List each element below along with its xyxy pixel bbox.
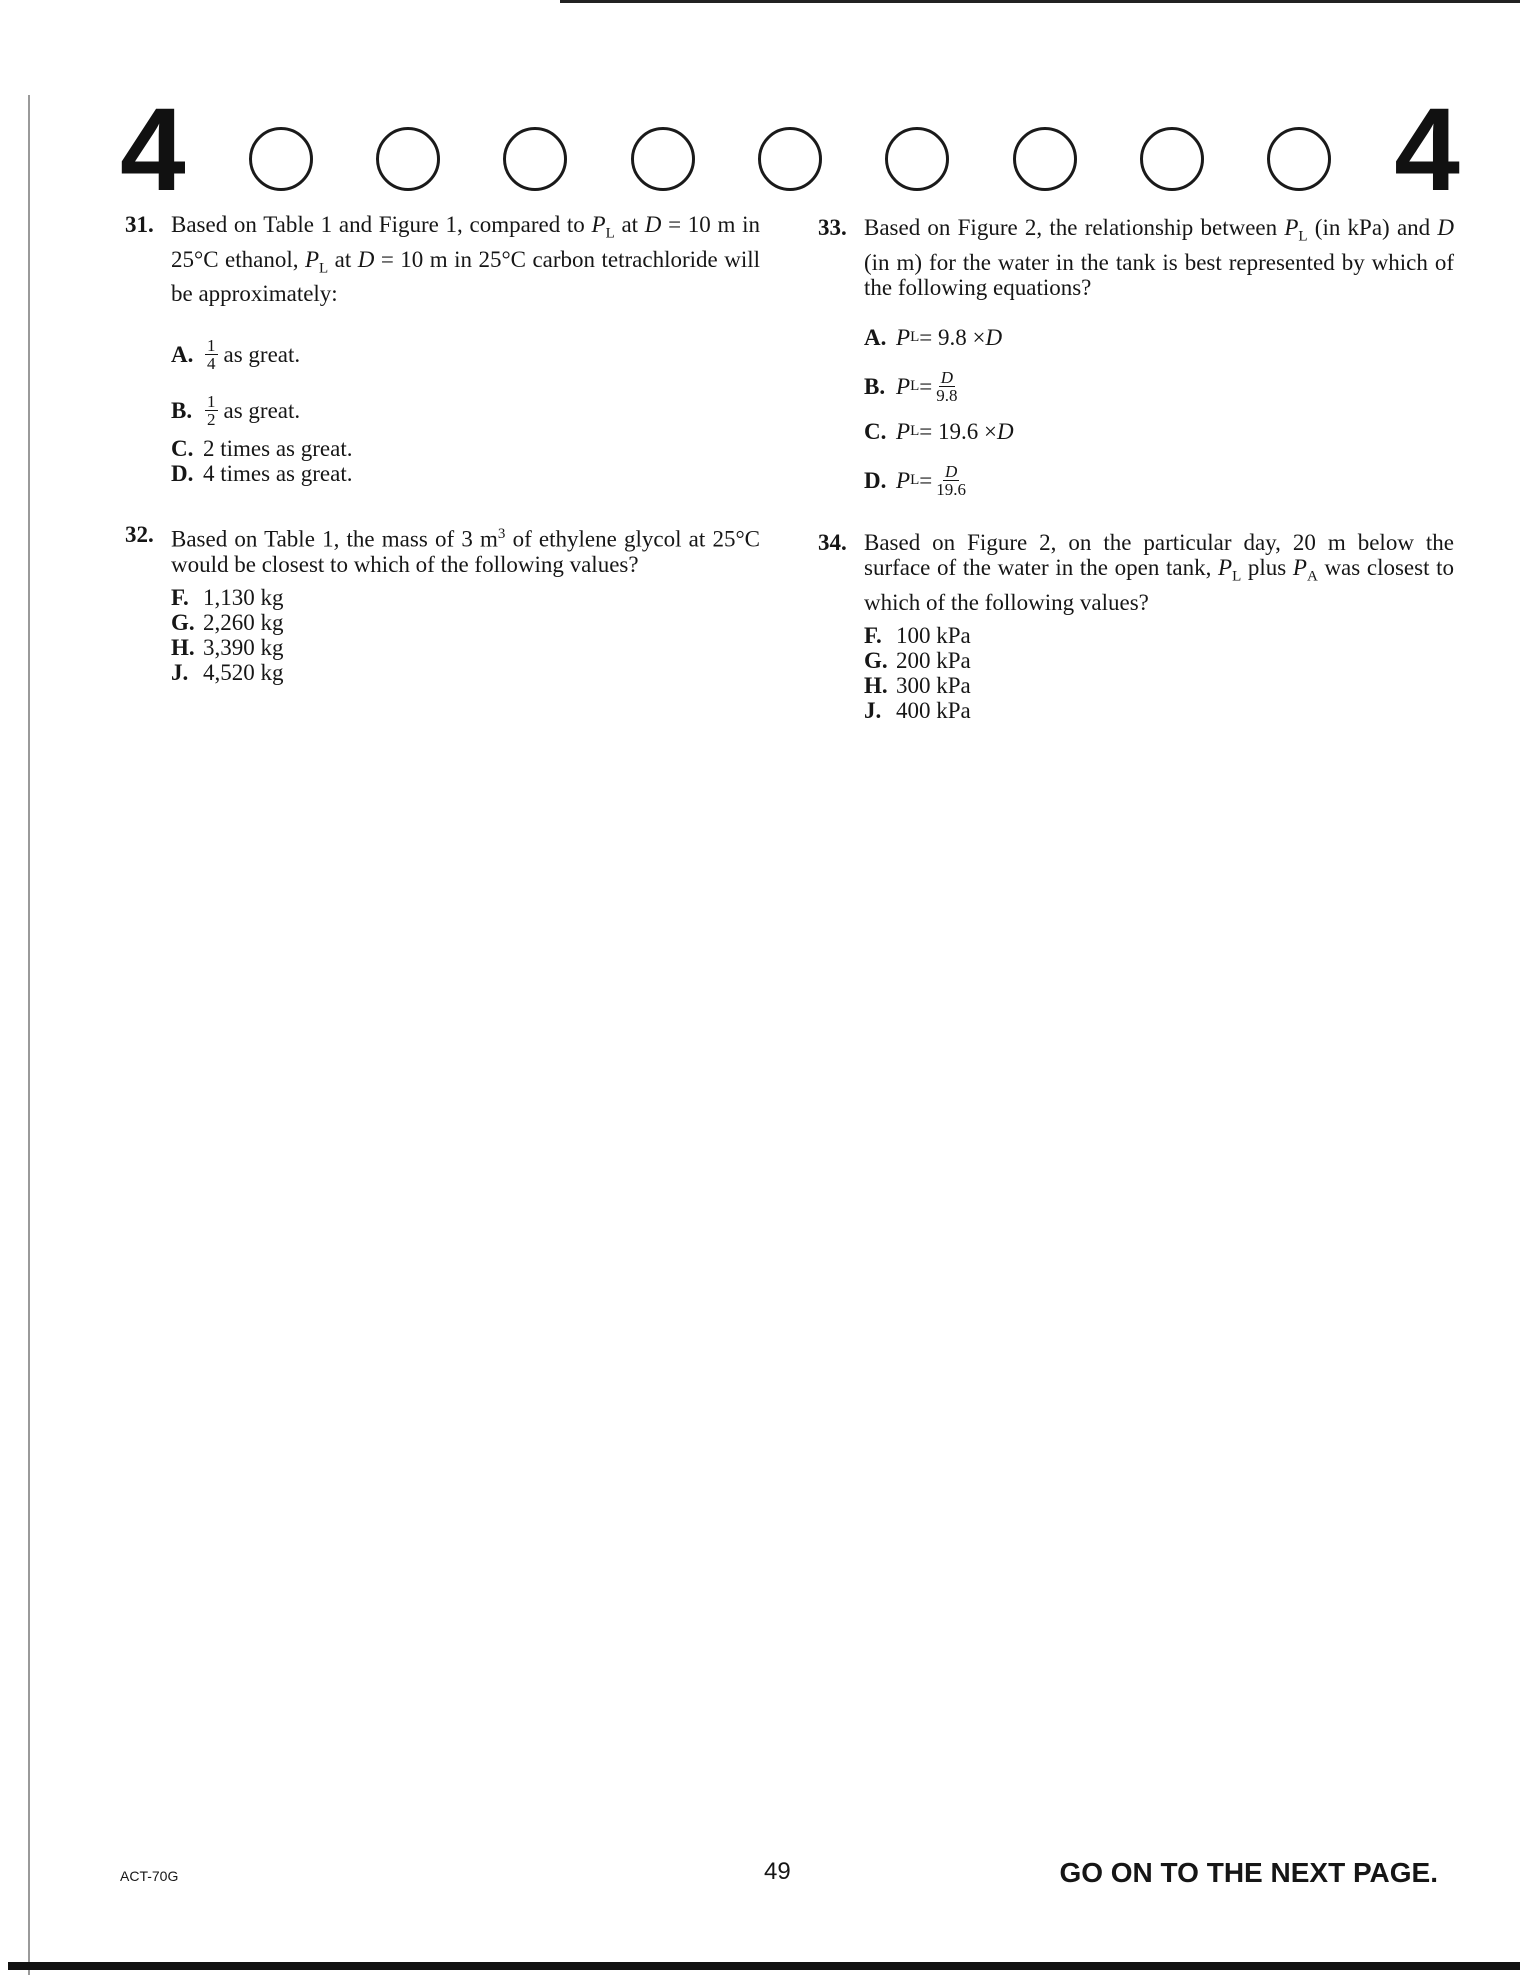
header-circle — [1140, 127, 1204, 191]
header-circle — [1013, 127, 1077, 191]
question-stem: Based on Figure 2, on the particular day, 20 m below the surface of the water in the open tank, $P_L$ plus $P_A$ was closest to which of the following values? — [864, 530, 1455, 615]
section-number-left: 4 — [120, 84, 186, 216]
answer-choices — [171, 585, 760, 685]
header-circle — [249, 127, 313, 191]
question-number: 33. — [818, 215, 847, 240]
top-rule — [560, 0, 1520, 3]
page-number: 49 — [764, 1858, 791, 1885]
fraction: $\frac{1}{2}$ — [207, 391, 216, 429]
answer-choice-g[interactable]: G. 2,260 kg — [171, 609, 284, 635]
question-number: 31. — [125, 212, 154, 237]
question-33 — [818, 215, 1454, 504]
question-31 — [125, 212, 760, 486]
question-32 — [125, 522, 760, 685]
answer-choices — [864, 322, 1454, 504]
section-number-right: 4 — [1394, 84, 1460, 216]
answer-choice-c[interactable]: C. P L = 19.6 × D — [864, 419, 1014, 445]
header-circle — [503, 127, 567, 191]
question-number: 34. — [818, 530, 847, 555]
answer-choice-b[interactable]: B. $\frac{1}{2}$ as great. — [171, 391, 301, 429]
header-circle — [376, 127, 440, 191]
answer-choice-f[interactable]: F. 100 kPa — [864, 622, 971, 648]
header-circle — [1267, 127, 1331, 191]
answer-choice-j[interactable]: J. 4,520 kg — [171, 659, 284, 685]
question-stem: Based on Table 1, the mass of 3 $m^3$ of ethylene glycol at 25°C would be closest to which of the following values? — [171, 526, 760, 577]
bottom-rule — [8, 1962, 1520, 1970]
question-stem: Based on Table 1 and Figure 1, compared to $P_L$ at D = 10 m in 25°C ethanol, $P_L$ at D = 10 m in 25°C carbon tetrachloride will be approximately: — [171, 212, 760, 307]
section-header — [120, 84, 1460, 216]
header-circle — [758, 127, 822, 191]
answer-choice-c[interactable]: C. 2 times as great. — [171, 436, 353, 462]
go-on-next-page: GO ON TO THE NEXT PAGE. — [1059, 1857, 1438, 1888]
answer-choices — [864, 623, 1454, 723]
question-stem: Based on Figure 2, the relationship between $P_L$ (in kPa) and D (in m) for the water in the tank is best represented by which of the following equations? — [864, 215, 1454, 300]
answer-choice-a[interactable]: A. P L = 9.8 × D — [864, 325, 1003, 351]
answer-choice-g[interactable]: G. 200 kPa — [864, 647, 971, 673]
fraction: $\frac{D}{19.6}$ — [936, 462, 966, 500]
fraction: $\frac{D}{9.8}$ — [936, 368, 958, 406]
header-circle — [631, 127, 695, 191]
fraction: $\frac{1}{4}$ — [207, 335, 216, 373]
answer-choice-j[interactable]: J. 400 kPa — [864, 697, 971, 723]
question-34 — [818, 530, 1454, 723]
answer-choice-a[interactable]: A. $\frac{1}{4}$ as great. — [171, 335, 301, 373]
question-number: 32. — [125, 522, 154, 547]
answer-choice-h[interactable]: H. 300 kPa — [864, 672, 971, 698]
answer-choice-f[interactable]: F. 1,130 kg — [171, 584, 284, 610]
answer-choice-d[interactable]: D. 4 times as great. — [171, 461, 353, 487]
answer-choice-h[interactable]: H. 3,390 kg — [171, 634, 284, 660]
form-code: ACT-70G — [120, 1868, 179, 1884]
answer-choice-d[interactable]: D. P L = $\frac{D}{19.6}$ — [864, 462, 966, 500]
left-margin-line — [28, 95, 30, 1975]
header-circle — [885, 127, 949, 191]
answer-choices — [171, 332, 760, 486]
answer-choice-b[interactable]: B. P L = $\frac{D}{9.8}$ — [864, 368, 958, 406]
